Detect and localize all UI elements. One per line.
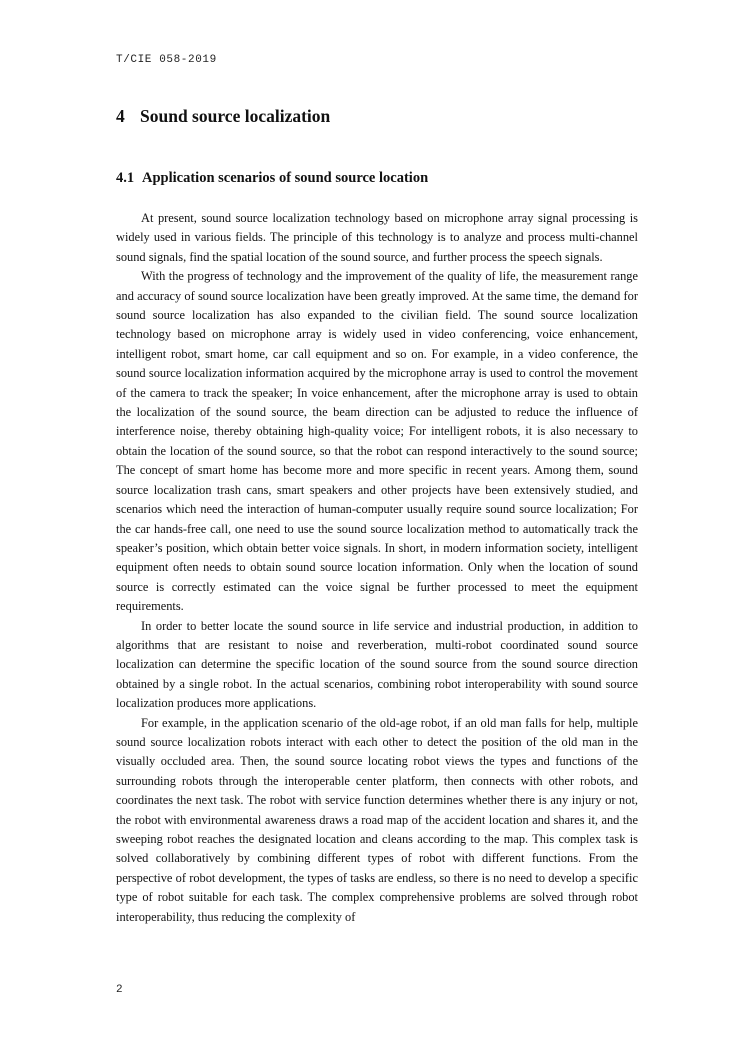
section-heading [116,104,330,128]
paragraph: In order to better locate the sound source in life service and industrial production, in addition to algorithms that are resistant to noise and reverberation, multi-robot coordinated sound source localization can determine the specific location of the sound source from the sound source direction obtained by a single robot. In the actual scenarios, combining robot interoperability with sound source localization produces more applications. [116,618,638,711]
standard-code-header: T/CIE 058-2019 [116,54,217,66]
subsection-heading [116,168,428,188]
body-text [116,209,638,927]
page-number: 2 [116,984,123,996]
paragraph: With the progress of technology and the improvement of the quality of life, the measurement range and accuracy of sound source localization have been greatly improved. At the same time, the demand for sound source localization has also expanded to the civilian field. The sound source localization technology based on microphone array is widely used in video conferencing, voice enhancement, intelligent robot, smart home, car call equipment and so on. For example, in a video conference, the sound source localization information acquired by the microphone array is used to control the movement of the camera to track the speaker; In voice enhancement, after the microphone array is used to obtain the localization of the sound source, the beam direction can be adjusted to reduce the influence of interference noise, thereby obtaining high-quality voice; For intelligent robots, it is also necessary to obtain the location of the sound source, so that the robot can respond interactively to the sound source; The concept of smart home has become more and more specific in recent years. Among them, sound source localization trash cans, smart speakers and other projects have been extensively studied, and scenarios which need the interaction of human-computer usually require sound source localization; For the car hands-free call, one need to use the sound source localization method to automatically track the speaker’s position, which obtain better voice signals. In short, in modern information society, intelligent equipment often needs to obtain sound source location information. Only when the location of sound source is correctly estimated can the voice signal be further processed to meet the equipment requirements. [116,269,638,614]
paragraph: At present, sound source localization technology based on microphone array signal processing is widely used in various fields. The principle of this technology is to analyze and process multi-channel sound signals, find the spatial location of the sound source, and further process the speech signals. [116,211,638,264]
section-number: 4 [116,106,125,126]
subsection-title: Application scenarios of sound source location [142,170,429,186]
section-title: Sound source localization [140,106,331,126]
subsection-number: 4.1 [116,170,135,186]
paragraph: For example, in the application scenario of the old-age robot, if an old man falls for help, multiple sound source localization robots interact with each other to detect the position of the old man in the visually occluded area. Then, the sound source locating robot views the types and functions of the surrounding robots through the interoperable center platform, then connects with other robots, and coordinates the next task. The robot with service function determines whether there is any injury or not, the robot with environmental awareness draws a road map of the accident location and shares it, and the sweeping robot reaches the designated location and cleans according to the map. This complex task is solved collaboratively by combining different types of robot with different functions. From the perspective of robot development, the types of tasks are endless, so there is no need to develop a specific type of robot suitable for each task. The complex comprehensive problems are solved through robot interoperability, thus reducing the complexity of [116,715,638,924]
